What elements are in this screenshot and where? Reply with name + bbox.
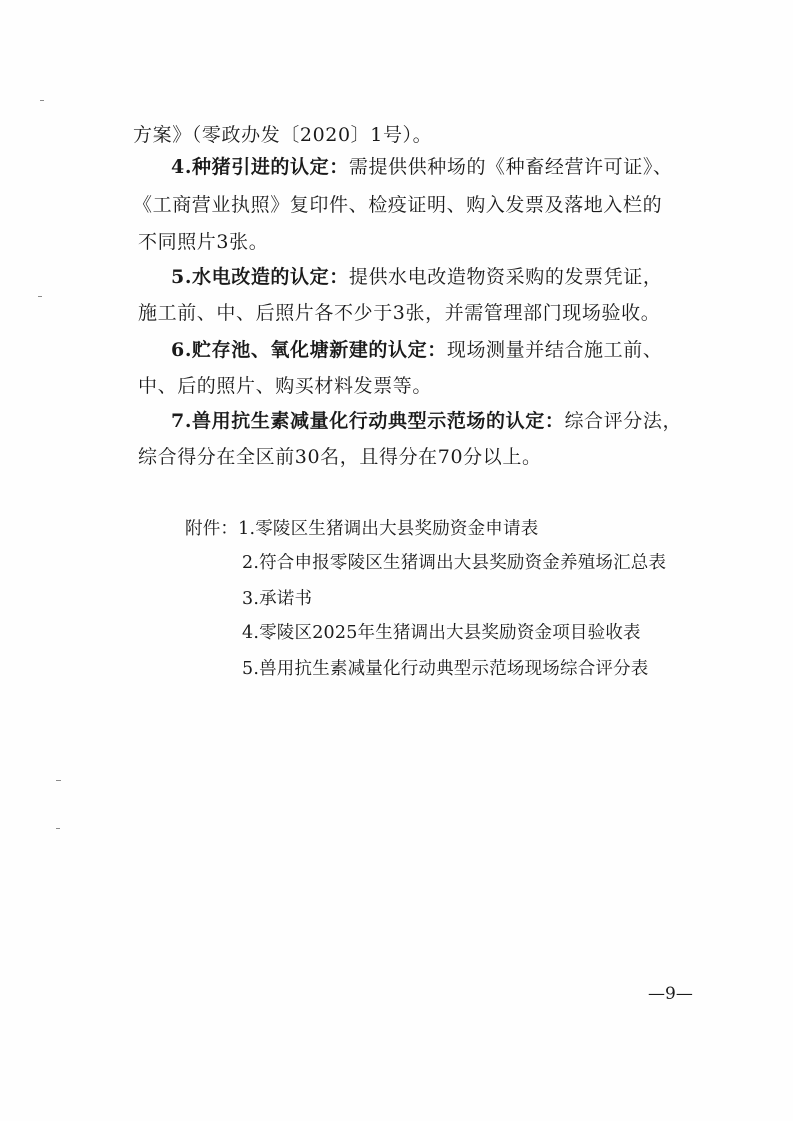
appendix-item: 3.承诺书 (242, 589, 313, 609)
paragraph-text: 施工前、中、后照片各不少于3张，并需管理部门现场验收。 (138, 302, 661, 324)
paragraph-heading: 5.水电改造的认定： (171, 266, 349, 288)
appendix-label: 附件： (185, 519, 239, 539)
paragraph-line (138, 301, 660, 325)
paragraph-line (171, 409, 682, 433)
appendix-line (242, 657, 649, 681)
page-number: —9— (648, 984, 693, 1004)
paragraph-line (171, 155, 673, 179)
appendix-line (242, 551, 666, 575)
appendix-line (185, 517, 538, 541)
paragraph-line (138, 445, 542, 469)
paragraph-text: 方案》（零政办发〔2020〕1号）。 (133, 124, 433, 146)
paragraph-text: 综合得分在全区前30名，且得分在70分以上。 (138, 446, 542, 468)
paragraph-line (133, 123, 432, 147)
appendix-line (242, 587, 312, 611)
paragraph-text: 提供水电改造物资采购的发票凭证， (348, 266, 663, 288)
scan-mark (56, 780, 61, 781)
paragraph-heading: 7.兽用抗生素减量化行动典型示范场的认定： (171, 410, 565, 432)
paragraph-text: 不同照片3张。 (138, 231, 269, 253)
paragraph-heading: 4.种猪引进的认定： (171, 156, 349, 178)
scan-mark (40, 100, 44, 101)
paragraph-line (171, 265, 662, 289)
paragraph-line (138, 230, 268, 254)
paragraph-heading: 6.贮存池、氧化塘新建的认定： (171, 339, 447, 361)
paragraph-text: 现场测量并结合施工前、 (446, 339, 663, 361)
appendix-item: 4.零陵区2025年生猪调出大县奖励资金项目验收表 (242, 623, 641, 643)
paragraph-text: 需提供供种场的《种畜经营许可证》、 (348, 156, 673, 178)
paragraph-line (133, 193, 662, 217)
appendix-line (242, 621, 641, 645)
scan-mark (38, 296, 42, 297)
appendix-item: 2.符合申报零陵区生猪调出大县奖励资金养殖场汇总表 (242, 553, 667, 573)
paragraph-line (171, 338, 662, 362)
paragraph-line (138, 374, 432, 398)
appendix-item: 1.零陵区生猪调出大县奖励资金申请表 (238, 519, 539, 539)
scan-mark (56, 828, 60, 829)
paragraph-text: 中、后的照片、购买材料发票等。 (138, 375, 433, 397)
appendix-item: 5.兽用抗生素减量化行动典型示范场现场综合评分表 (242, 659, 649, 679)
paragraph-text: 综合评分法， (564, 410, 683, 432)
paragraph-text: 《工商营业执照》复印件、检疫证明、购入发票及落地入栏的 (133, 194, 663, 216)
